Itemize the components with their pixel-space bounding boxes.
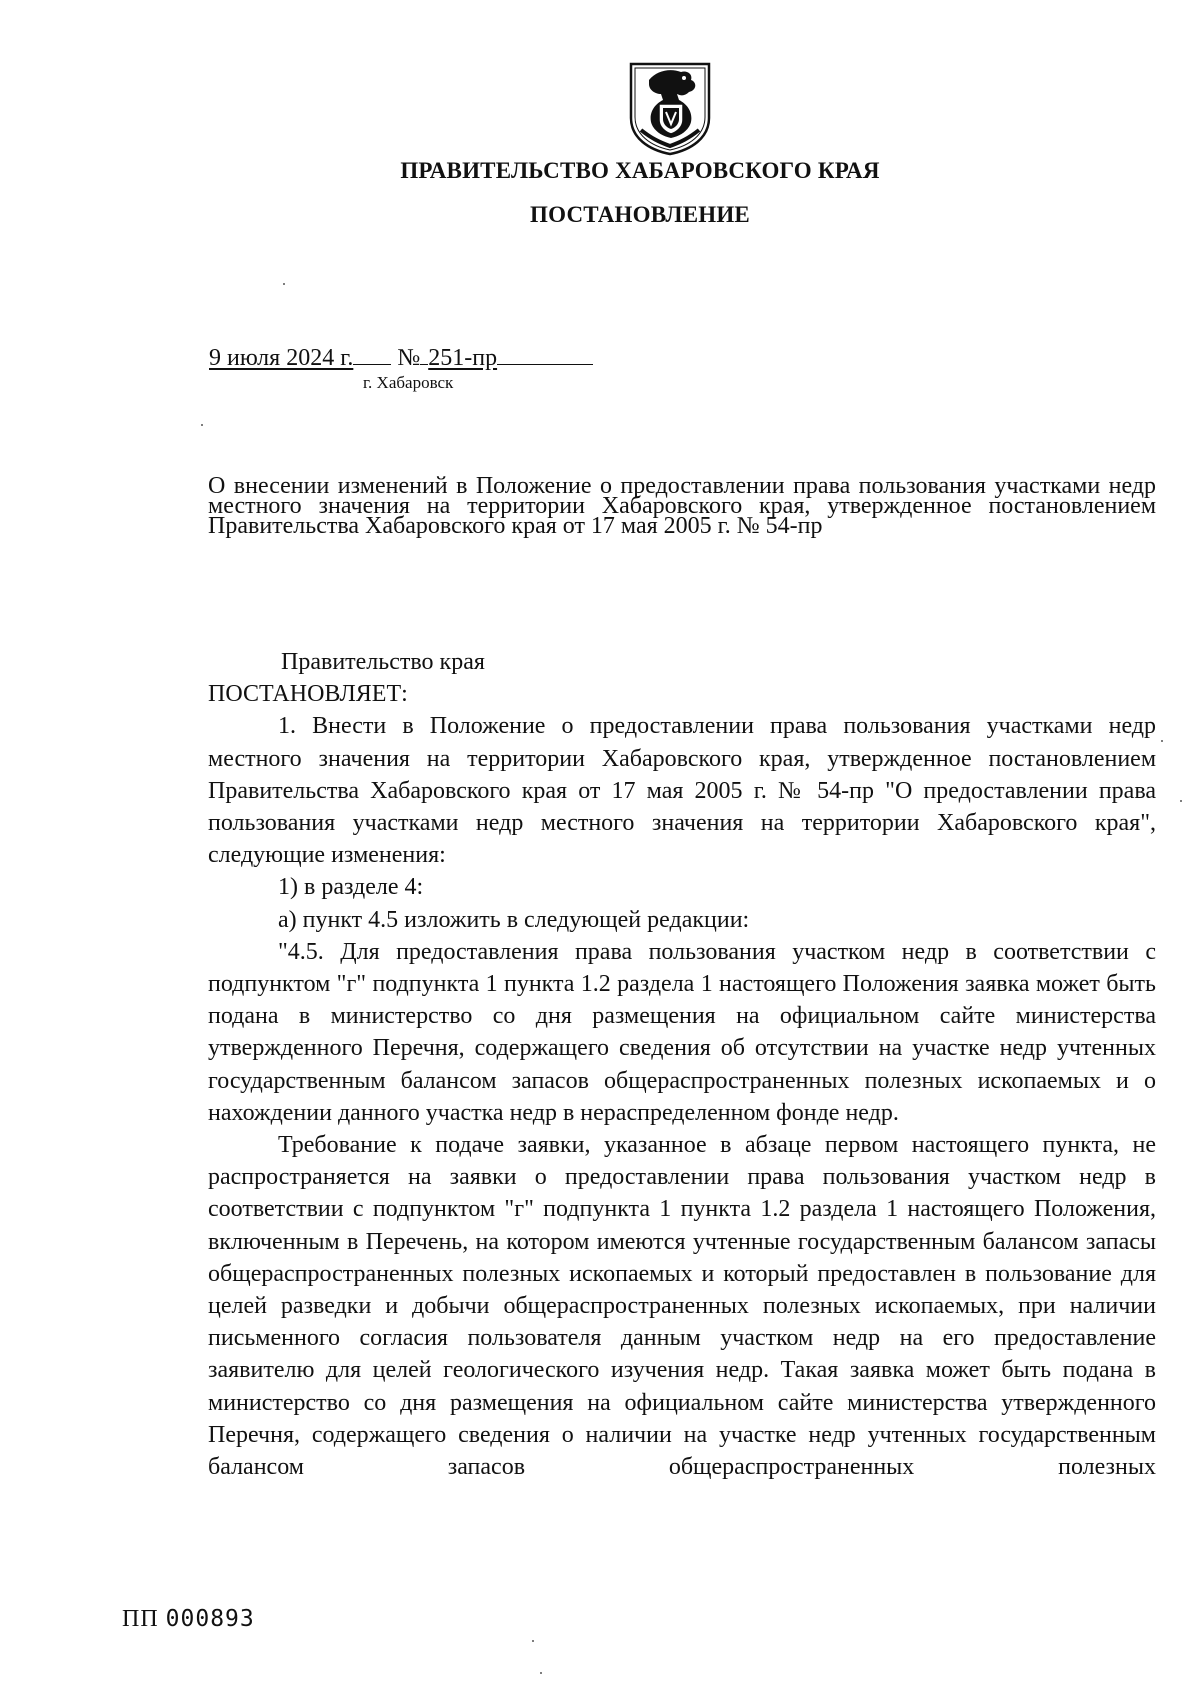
date-underline [353, 342, 391, 365]
requirement-paragraph: Требование к подаче заявки, указанное в абзаце первом настоящего пункта, не распространяется на заявки о предоставлении права пользования участком недр в соответствии с подпунктом "г" подпункта 1 пункта 1.2 раздела 1 настоящего Положения, включенным в Перечень, на котором имеются учтенные государственным балансом запасы общераспространенных полезных ископаемых и который предоставлен в пользование для целей разведки и добычи общераспространенных полезных ископаемых, при наличии письменного согласия пользователя данным участком недр на его предоставление заявителю для целей геологического изучения недр. Такая заявка может быть подана в министерство со дня размещения на официальном сайте министерства утвержденного Перечня, содержащего сведения о наличии на участке недр учтенных государственным балансом запасов общераспространенных полезных [208, 1132, 1156, 1481]
scan-speck [283, 283, 285, 285]
form-series: ПП [122, 1606, 159, 1632]
emblem-svg [627, 60, 713, 156]
subitem-a: а) пункт 4.5 изложить в следующей редакции: [278, 906, 750, 933]
scan-speck [1180, 800, 1182, 802]
document-subject: О внесении изменений в Положение о предоставлении права пользования участками недр местного значения на территории Хабаровского края, утвержденное постановлением Правительства Хабаровского края от 17 мая 2005 г. № 54-пр [208, 473, 1156, 539]
government-line: Правительство края [281, 649, 485, 675]
date-number-line [209, 342, 593, 372]
organization-title: ПРАВИТЕЛЬСТВО ХАБАРОВСКОГО КРАЯ [400, 158, 880, 183]
subitem-1: 1) в разделе 4: [278, 874, 424, 901]
document-date: 9 июля 2024 г. [209, 345, 354, 371]
form-serial: 000893 [165, 1606, 255, 1632]
decree-word: ПОСТАНОВЛЯЕТ: [208, 681, 408, 708]
document-city: г. Хабаровск [363, 373, 454, 392]
number-underline [497, 342, 593, 365]
document-body [208, 646, 1156, 1483]
scan-speck [1161, 740, 1163, 742]
paragraph-4-5: "4.5. Для предоставления права пользования участком недр в соответствии с подпунктом "г" подпункта 1 пункта 1.2 раздела 1 настоящего Положения заявка может быть подана в министерство со дня размещения на официальном сайте министерства утвержденного Перечня, содержащего сведения об отсутствии на участке недр учтенных государственным балансом запасов общераспространенных полезных ископаемых и о нахождении данного участка недр в нераспределенном фонде недр. [208, 938, 1156, 1126]
form-serial-number [122, 1606, 255, 1633]
number-label: № [397, 345, 421, 371]
document-type-title: ПОСТАНОВЛЕНИЕ [530, 202, 750, 227]
scan-speck [540, 1672, 542, 1674]
scan-speck [201, 424, 203, 426]
scan-speck [532, 1640, 534, 1642]
document-number: 251-пр [428, 345, 498, 371]
coat-of-arms-icon [627, 60, 713, 156]
item-1-paragraph: 1. Внести в Положение о предоставлении права пользования участками недр местного значения на территории Хабаровского края, утвержденное постановлением Правительства Хабаровского края от 17 мая 2005 г. № 54-пр "О предоставлении права пользования участками недр местного значения на территории Хабаровского края", следующие изменения: [208, 713, 1156, 869]
